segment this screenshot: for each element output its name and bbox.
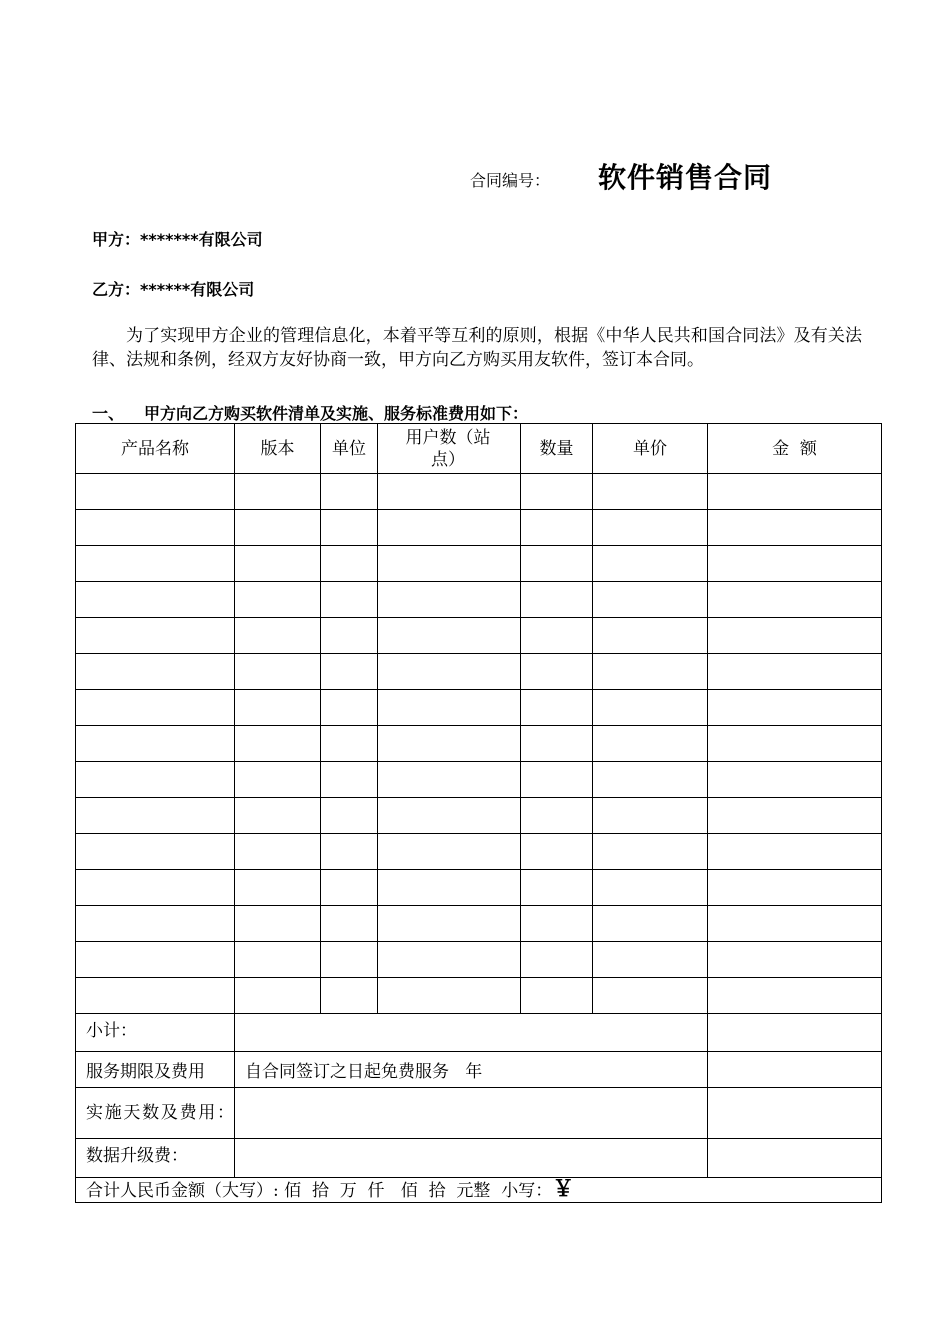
table-cell[interactable]	[76, 690, 235, 726]
table-cell[interactable]	[321, 618, 378, 654]
table-cell[interactable]	[378, 870, 521, 906]
table-cell[interactable]	[593, 618, 708, 654]
table-cell[interactable]	[378, 546, 521, 582]
table-cell[interactable]	[321, 798, 378, 834]
table-cell[interactable]	[76, 546, 235, 582]
table-cell[interactable]	[521, 690, 593, 726]
table-cell[interactable]	[235, 510, 321, 546]
total-text: 合计人民币金额（大写）: 佰 拾 万 仟 佰 拾 元整 小写：	[86, 1181, 553, 1201]
implementation-value[interactable]	[235, 1088, 708, 1139]
implementation-label: 实施天数及费用：	[76, 1088, 235, 1139]
upgrade-label: 数据升级费：	[76, 1139, 235, 1178]
table-cell[interactable]	[378, 978, 521, 1014]
table-cell[interactable]	[593, 798, 708, 834]
col-quantity: 数量	[521, 424, 593, 474]
table-row	[76, 690, 882, 726]
table-cell[interactable]	[76, 798, 235, 834]
service-label: 服务期限及费用	[76, 1052, 235, 1088]
table-cell[interactable]	[593, 546, 708, 582]
table-cell[interactable]	[235, 726, 321, 762]
table-cell[interactable]	[235, 978, 321, 1014]
table-cell[interactable]	[593, 510, 708, 546]
table-cell[interactable]	[708, 474, 882, 510]
table-row	[76, 726, 882, 762]
table-cell[interactable]	[593, 726, 708, 762]
table-cell[interactable]	[521, 762, 593, 798]
table-cell[interactable]	[321, 978, 378, 1014]
table-row	[76, 834, 882, 870]
table-cell[interactable]	[321, 546, 378, 582]
table-row	[76, 906, 882, 942]
table-row	[76, 546, 882, 582]
table-row	[76, 618, 882, 654]
table-cell[interactable]	[708, 726, 882, 762]
table-cell[interactable]	[235, 762, 321, 798]
implementation-amount[interactable]	[708, 1088, 882, 1139]
table-cell[interactable]	[321, 582, 378, 618]
contract-number-label: 合同编号：	[470, 171, 551, 190]
table-cell[interactable]	[521, 582, 593, 618]
table-cell[interactable]	[321, 834, 378, 870]
table-cell[interactable]	[76, 762, 235, 798]
table-cell[interactable]	[521, 546, 593, 582]
section-heading-text: 甲方向乙方购买软件清单及实施、服务标准费用如下：	[144, 404, 529, 423]
table-cell[interactable]	[235, 942, 321, 978]
table-cell[interactable]	[378, 798, 521, 834]
upgrade-value[interactable]	[235, 1139, 708, 1178]
table-cell[interactable]	[321, 762, 378, 798]
table-cell[interactable]	[321, 510, 378, 546]
table-cell[interactable]	[321, 690, 378, 726]
table-cell[interactable]	[235, 618, 321, 654]
service-row	[76, 1052, 882, 1088]
col-amount: 金 额	[708, 424, 882, 474]
subtotal-label: 小计：	[76, 1014, 235, 1052]
table-cell[interactable]	[593, 942, 708, 978]
service-amount[interactable]	[708, 1052, 882, 1088]
table-cell[interactable]	[235, 654, 321, 690]
document-title: 软件销售合同	[598, 161, 773, 194]
table-cell[interactable]	[378, 834, 521, 870]
table-cell[interactable]	[235, 582, 321, 618]
table-cell[interactable]	[593, 870, 708, 906]
table-cell[interactable]	[708, 618, 882, 654]
table-cell[interactable]	[521, 834, 593, 870]
table-cell[interactable]	[76, 834, 235, 870]
party-a: 甲方：*******有限公司	[92, 230, 263, 249]
service-text: 自合同签订之日起免费服务 年	[235, 1052, 708, 1088]
table-cell[interactable]	[708, 510, 882, 546]
intro-paragraph: 为了实现甲方企业的管理信息化，本着平等互利的原则，根据《中华人民共和国合同法》及有关法律、法规和条例，经双方友好协商一致，甲方向乙方购买用友软件，签订本合同。	[92, 326, 862, 370]
table-cell[interactable]	[321, 942, 378, 978]
table-cell[interactable]	[521, 870, 593, 906]
table-cell[interactable]	[708, 654, 882, 690]
upgrade-row	[76, 1139, 882, 1178]
table-cell[interactable]	[235, 834, 321, 870]
table-cell[interactable]	[378, 618, 521, 654]
table-cell[interactable]	[593, 834, 708, 870]
col-unit: 单位	[321, 424, 378, 474]
table-cell[interactable]	[235, 474, 321, 510]
table-cell[interactable]	[378, 582, 521, 618]
table-row	[76, 654, 882, 690]
table-cell[interactable]	[521, 654, 593, 690]
col-user-count: 用户数（站点）	[378, 424, 521, 474]
table-cell[interactable]	[521, 510, 593, 546]
subtotal-row	[76, 1014, 882, 1052]
table-cell[interactable]	[76, 582, 235, 618]
table-row	[76, 762, 882, 798]
table-cell[interactable]	[708, 906, 882, 942]
table-cell[interactable]	[378, 906, 521, 942]
upgrade-amount[interactable]	[708, 1139, 882, 1178]
table-cell[interactable]	[708, 942, 882, 978]
total-row	[76, 1178, 882, 1203]
table-cell[interactable]	[235, 798, 321, 834]
subtotal-value[interactable]	[235, 1014, 708, 1052]
table-cell[interactable]	[321, 906, 378, 942]
table-cell[interactable]	[378, 690, 521, 726]
table-row	[76, 510, 882, 546]
table-row	[76, 942, 882, 978]
table-row	[76, 870, 882, 906]
table-cell[interactable]	[521, 942, 593, 978]
table-cell[interactable]	[378, 654, 521, 690]
table-cell[interactable]	[521, 474, 593, 510]
product-table	[75, 423, 882, 1203]
table-cell[interactable]	[378, 726, 521, 762]
yen-symbol: ￥	[552, 1176, 575, 1202]
table-cell[interactable]	[76, 510, 235, 546]
total-cell	[76, 1178, 882, 1203]
table-cell[interactable]	[708, 690, 882, 726]
table-cell[interactable]	[76, 870, 235, 906]
table-cell[interactable]	[593, 654, 708, 690]
table-cell[interactable]	[593, 978, 708, 1014]
table-cell[interactable]	[321, 654, 378, 690]
section-number: 一、	[92, 404, 125, 423]
table-cell[interactable]	[321, 726, 378, 762]
table-cell[interactable]	[708, 546, 882, 582]
col-version: 版本	[235, 424, 321, 474]
table-cell[interactable]	[521, 978, 593, 1014]
table-cell[interactable]	[235, 906, 321, 942]
subtotal-amount[interactable]	[708, 1014, 882, 1052]
table-cell[interactable]	[708, 870, 882, 906]
table-cell[interactable]	[235, 690, 321, 726]
table-cell[interactable]	[593, 690, 708, 726]
table-cell[interactable]	[521, 798, 593, 834]
table-cell[interactable]	[76, 942, 235, 978]
section-1-heading	[92, 401, 528, 424]
party-b: 乙方：******有限公司	[92, 280, 255, 299]
table-cell[interactable]	[76, 978, 235, 1014]
col-product-name: 产品名称	[76, 424, 235, 474]
table-cell[interactable]	[708, 978, 882, 1014]
table-cell[interactable]	[321, 870, 378, 906]
table-cell[interactable]	[521, 726, 593, 762]
table-header-row	[76, 424, 882, 474]
table-cell[interactable]	[708, 834, 882, 870]
table-cell[interactable]	[378, 510, 521, 546]
table-cell[interactable]	[593, 582, 708, 618]
table-cell[interactable]	[521, 906, 593, 942]
table-cell[interactable]	[593, 474, 708, 510]
table-cell[interactable]	[593, 762, 708, 798]
table-row	[76, 978, 882, 1014]
table-cell[interactable]	[378, 762, 521, 798]
table-cell[interactable]	[708, 582, 882, 618]
table-row	[76, 582, 882, 618]
table-cell[interactable]	[76, 474, 235, 510]
col-unit-price: 单价	[593, 424, 708, 474]
table-cell[interactable]	[321, 474, 378, 510]
table-row	[76, 474, 882, 510]
table-cell[interactable]	[76, 906, 235, 942]
table-cell[interactable]	[708, 762, 882, 798]
table-cell[interactable]	[708, 798, 882, 834]
table-cell[interactable]	[235, 870, 321, 906]
table-cell[interactable]	[76, 654, 235, 690]
table-cell[interactable]	[378, 942, 521, 978]
table-cell[interactable]	[521, 618, 593, 654]
table-row	[76, 798, 882, 834]
table-cell[interactable]	[235, 546, 321, 582]
implementation-row	[76, 1088, 882, 1139]
table-cell[interactable]	[76, 618, 235, 654]
table-cell[interactable]	[76, 726, 235, 762]
table-cell[interactable]	[378, 474, 521, 510]
table-cell[interactable]	[593, 906, 708, 942]
